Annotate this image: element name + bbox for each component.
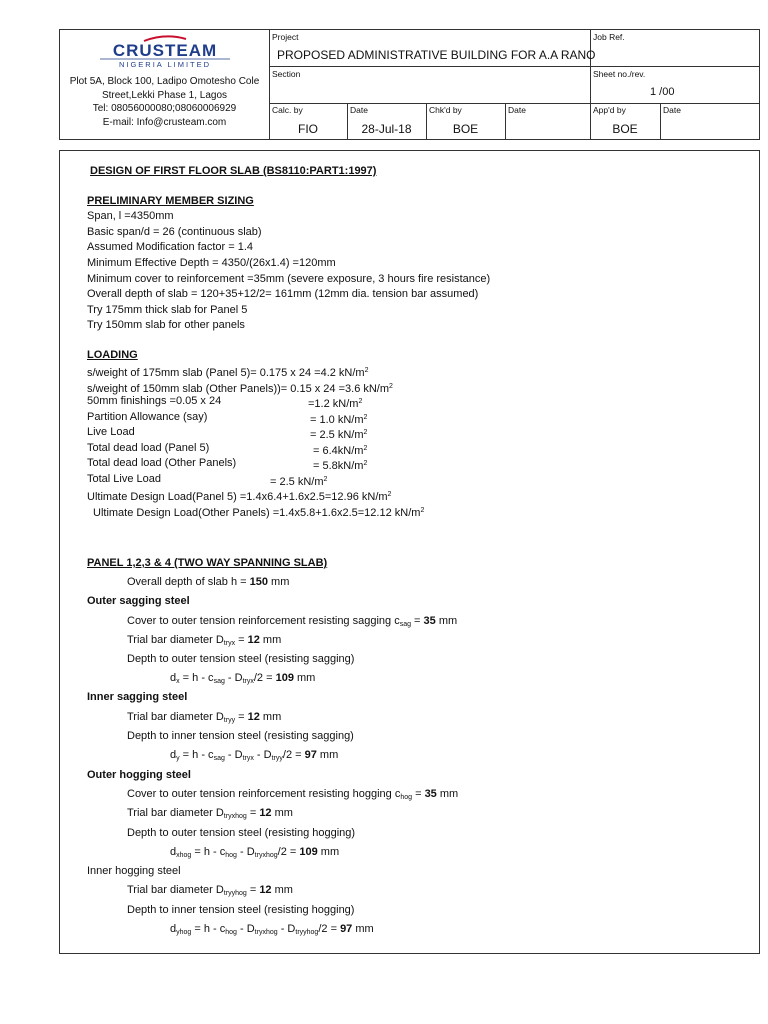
calcby-label: Calc. by bbox=[272, 105, 303, 115]
depth-outer-sagging: Depth to outer tension steel (resisting sagging) bbox=[127, 653, 355, 665]
document-title: DESIGN OF FIRST FLOOR SLAB (BS8110:PART1:1997) bbox=[90, 165, 377, 177]
loading-heading: LOADING bbox=[87, 349, 138, 361]
section-label: Section bbox=[272, 69, 301, 79]
dy-formula: $d_y = h - c_{sag} - D_{tryx} - D_{tryy}/2 = 97$ mm bbox=[170, 749, 339, 762]
title-block bbox=[59, 29, 760, 140]
inner-hogging-heading: Inner hogging steel bbox=[87, 865, 181, 877]
date-value: 28-Jul-18 bbox=[361, 122, 412, 136]
prelim-line: Try 150mm slab for other panels bbox=[87, 319, 245, 331]
loading-line: 50mm finishings =0.05 x 24 bbox=[87, 395, 222, 407]
company-logo bbox=[90, 34, 240, 68]
calculation-sheet bbox=[59, 150, 760, 954]
approved-by-label: App'd by bbox=[593, 105, 626, 115]
trial-bar-y: Trial bar diameter $D_{tryy} = 12$ mm bbox=[127, 711, 282, 724]
sheet-number: 1 /00 bbox=[650, 86, 675, 98]
checked-by-value: BOE bbox=[452, 122, 479, 136]
loading-line: Total dead load (Other Panels) bbox=[87, 457, 237, 469]
address-line: Plot 5A, Block 100, Ladipo Omotesho Cole bbox=[69, 76, 260, 87]
calcby-value: FIO bbox=[298, 122, 318, 136]
inner-sagging-heading: Inner sagging steel bbox=[87, 691, 188, 703]
jobref-label: Job Ref. bbox=[593, 32, 625, 42]
prelim-line: Overall depth of slab = 120+35+12/2= 161mm (12mm dia. tension bar assumed) bbox=[87, 288, 479, 300]
dx-formula: $d_x = h - c_{sag} - D_{tryx}/2 = 109$ mm bbox=[170, 672, 316, 685]
loading-line: Total dead load (Panel 5) bbox=[87, 442, 210, 454]
checked-by-label: Chk'd by bbox=[429, 105, 462, 115]
loading-line: Partition Allowance (say) bbox=[87, 411, 208, 423]
loading-line: s/weight of 175mm slab (Panel 5)= 0.175 x 24 =4.2 $kN/m^2$ bbox=[87, 367, 369, 379]
depth-inner-hogging: Depth to inner tension steel (resisting hogging) bbox=[127, 904, 355, 916]
loading-value: = $6.4kN/m^2$ bbox=[313, 445, 368, 457]
prelim-line: Try 175mm thick slab for Panel 5 bbox=[87, 304, 248, 316]
loading-value: = 2.5 $kN/m^2$ bbox=[310, 429, 368, 441]
project-title: PROPOSED ADMINISTRATIVE BUILDING FOR A.A RANO bbox=[277, 48, 596, 62]
loading-value: = $5.8kN/m^2$ bbox=[313, 460, 368, 472]
project-label: Project bbox=[272, 32, 299, 42]
approved-by-value: BOE bbox=[612, 122, 638, 136]
date-label: Date bbox=[663, 105, 681, 115]
trial-bar-xhog: Trial bar diameter $D_{tryxhog} = 12$ mm bbox=[127, 807, 293, 820]
prelim-heading: PRELIMINARY MEMBER SIZING bbox=[87, 195, 254, 207]
phone-line: Tel: 08056000080;08060006929 bbox=[92, 103, 237, 114]
depth-outer-hogging: Depth to outer tension steel (resisting hogging) bbox=[127, 827, 356, 839]
dxhog-formula: $d_{xhog} = h - c_{hog} - D_{tryxhog}/2 = 109$ mm bbox=[170, 846, 340, 859]
loading-value: =1.2 $kN/m^2$ bbox=[308, 398, 363, 410]
uls-other: Ultimate Design Load(Other Panels) =1.4x5.8+1.6x2.5=12.12 $kN/m^2$ bbox=[93, 507, 425, 519]
prelim-line: Span, l =4350mm bbox=[87, 210, 174, 222]
loading-value: = 1.0 $kN/m^2$ bbox=[310, 414, 368, 426]
dyhog-formula: $d_{yhog} = h - c_{hog} - D_{tryxhog} - D_{tryyhog}/2 = 97$ mm bbox=[170, 923, 374, 936]
sheet-label: Sheet no./rev. bbox=[593, 69, 646, 79]
panel-heading: PANEL 1,2,3 & 4 (TWO WAY SPANNING SLAB) bbox=[87, 557, 328, 569]
loading-line: Live Load bbox=[87, 426, 135, 438]
cover-hogging: Cover to outer tension reinforcement resisting hogging $c_{hog} = 35$ mm bbox=[127, 788, 459, 801]
date-label: Date bbox=[508, 105, 526, 115]
loading-line: s/weight of 150mm slab (Other Panels))= 0.15 x 24 =3.6 $kN/m^2$ bbox=[87, 383, 393, 395]
email-line: E-mail: Info@crusteam.com bbox=[102, 116, 227, 128]
loading-value: = 2.5 $kN/m^2$ bbox=[270, 476, 328, 488]
svg-text:NIGERIA LIMITED: NIGERIA LIMITED bbox=[118, 60, 212, 68]
prelim-line: Minimum cover to reinforcement =35mm (severe exposure, 3 hours fire resistance) bbox=[87, 273, 491, 285]
prelim-line: Basic span/d = 26 (continuous slab) bbox=[87, 226, 262, 238]
outer-hogging-heading: Outer hogging steel bbox=[87, 769, 191, 781]
date-label: Date bbox=[350, 105, 368, 115]
svg-text:CRUSTEAM: CRUSTEAM bbox=[112, 41, 218, 60]
outer-sagging-heading: Outer sagging steel bbox=[87, 595, 190, 607]
cover-sagging: Cover to outer tension reinforcement resisting sagging $c_{sag} = 35$ mm bbox=[127, 615, 458, 628]
address-line: Street,Lekki Phase 1, Lagos bbox=[101, 89, 228, 101]
trial-bar-yhog: Trial bar diameter $D_{tryyhog} = 12$ mm bbox=[127, 884, 293, 897]
prelim-line: Assumed Modification factor = 1.4 bbox=[87, 241, 253, 253]
trial-bar-x: Trial bar diameter $D_{tryx} = 12$ mm bbox=[127, 634, 282, 647]
prelim-line: Minimum Effective Depth = 4350/(26x1.4) =120mm bbox=[87, 257, 336, 269]
loading-line: Total Live Load bbox=[87, 473, 161, 485]
uls-panel5: Ultimate Design Load(Panel 5) =1.4x6.4+1.6x2.5=12.96 $kN/m^2$ bbox=[87, 491, 392, 503]
depth-inner-sagging: Depth to inner tension steel (resisting sagging) bbox=[127, 730, 354, 742]
overall-depth: Overall depth of slab h = 150 mm bbox=[127, 576, 290, 588]
